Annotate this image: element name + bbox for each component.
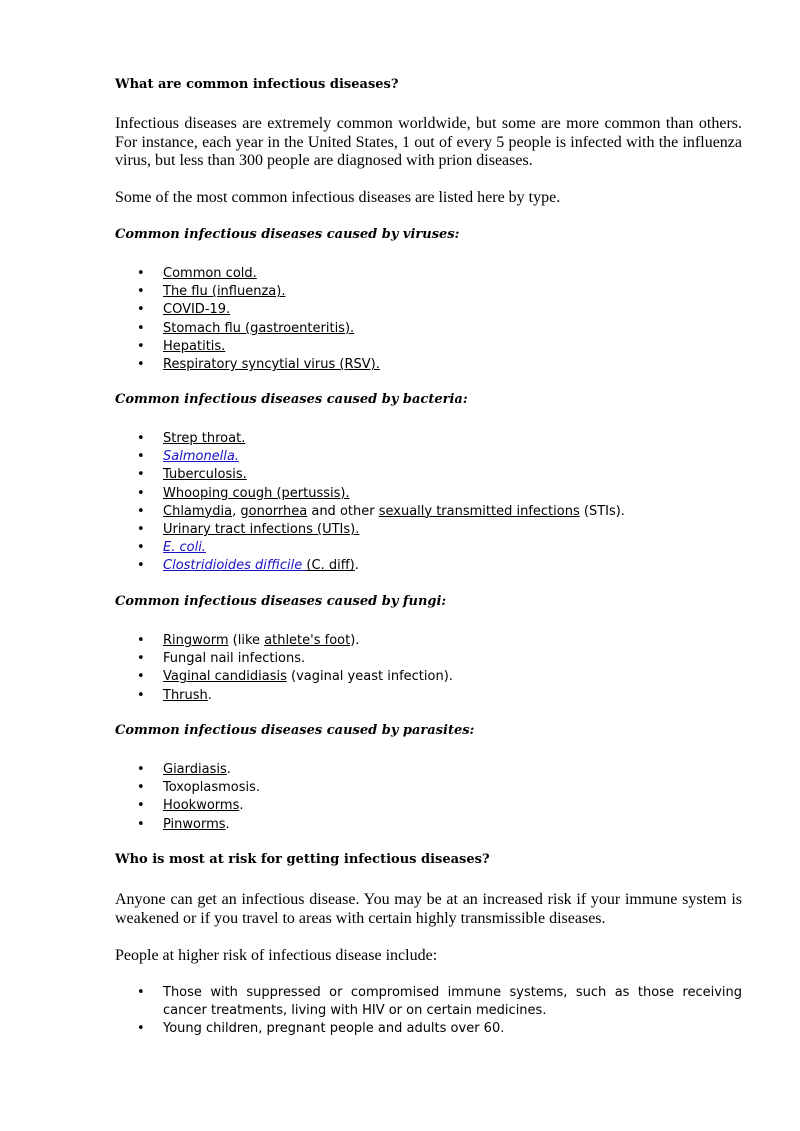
list-item [115,485,742,503]
chlamydia-link[interactable]: Chlamydia [163,503,233,519]
thrush-link[interactable]: Thrush [163,687,208,703]
period-text: . [354,558,359,574]
list-item [115,816,742,834]
list-item [115,557,742,575]
list-item [115,356,742,374]
list-item [115,503,742,521]
list-item [115,668,742,686]
heading-common-infectious-diseases: What are common infectious diseases? [115,77,399,92]
list-item [115,283,742,301]
list-item [115,779,742,797]
period-text: . [226,762,231,777]
giardiasis-link[interactable]: Giardiasis [163,762,227,777]
common-cold-link[interactable]: Common cold. [163,266,257,281]
strep-throat-link[interactable]: Strep throat. [163,431,246,446]
list-item [115,430,742,448]
athletes-foot-link[interactable]: athlete's foot [264,633,351,648]
heading-at-risk: Who is most at risk for getting infectious diseases? [115,852,490,867]
heading-viruses: Common infectious diseases caused by viruses: [115,227,460,242]
virus-list [115,265,742,374]
close-text: ). [350,633,360,648]
list-item [115,1020,742,1038]
covid-link[interactable]: COVID-19. [163,302,231,318]
like-text: (like [228,633,265,648]
cdiff-abbr-link[interactable]: (C. diff) [306,558,355,574]
hepatitis-link[interactable]: Hepatitis. [163,338,226,354]
period-text: . [239,798,244,814]
list-item [115,265,742,283]
risk-paragraph-2: People at higher risk of infectious disease include: [115,947,438,964]
list-item [115,984,742,1020]
toxoplasmosis-text: Toxoplasmosis. [163,780,261,796]
uti-link[interactable]: Urinary tract infections (UTIs). [163,522,360,538]
period-text: . [207,687,212,703]
list-item [115,466,742,484]
list-item [115,539,742,557]
comma-text: , [232,503,237,519]
heading-fungi: Common infectious diseases caused by fungi: [115,594,447,609]
list-item [115,797,742,815]
whooping-cough-link[interactable]: Whooping cough (pertussis). [163,485,350,501]
risk-paragraph: Anyone can get an infectious disease. You may be at an increased risk if your immune system is weakened or if you travel to areas with certain highly transmissible diseases. [115,891,742,927]
flu-link[interactable]: The flu (influenza). [163,284,286,300]
vaginal-candidiasis-link[interactable]: Vaginal candidiasis [163,669,287,685]
fungi-list [115,632,742,705]
tuberculosis-link[interactable]: Tuberculosis. [163,467,247,483]
list-item [115,521,742,539]
intro-paragraph-2: Some of the most common infectious diseases are listed here by type. [115,189,561,206]
list-item [115,448,742,466]
cdiff-link[interactable]: Clostridioides difficile [163,558,307,574]
bacteria-list [115,430,742,576]
risk-item-text: Young children, pregnant people and adults over 60. [163,1021,505,1037]
sti-link[interactable]: sexually transmitted infections [378,503,580,519]
list-item [115,338,742,356]
sti-tail-text: (STIs). [579,503,625,519]
hookworms-link[interactable]: Hookworms [163,798,240,814]
vaginal-tail-text: (vaginal yeast infection). [286,669,453,685]
gonorrhea-link[interactable]: gonorrhea [240,503,308,519]
list-item [115,687,742,705]
period-text: . [225,816,230,832]
salmonella-link[interactable]: Salmonella. [163,449,240,465]
stomach-flu-link[interactable]: Stomach flu (gastroenteritis). [163,320,355,336]
list-item [115,320,742,338]
heading-parasites: Common infectious diseases caused by parasites: [115,723,475,738]
risk-item-text: Those with suppressed or compromised immune systems, such as those receiving cancer treatments, living with HIV or on certain medicines. [163,985,742,1019]
and-other-text: and other [307,503,379,519]
parasites-list [115,761,742,834]
ecoli-link[interactable]: E. coli. [163,540,206,556]
pinworms-link[interactable]: Pinworms [163,816,226,832]
heading-bacteria: Common infectious diseases caused by bacteria: [115,392,468,407]
list-item [115,301,742,319]
fungal-nail-text: Fungal nail infections. [163,651,306,667]
ringworm-link[interactable]: Ringworm [163,633,229,648]
list-item [115,632,742,650]
list-item [115,650,742,668]
rsv-link[interactable]: Respiratory syncytial virus (RSV). [163,357,380,373]
intro-paragraph: Infectious diseases are extremely common worldwide, but some are more common than others. For instance, each year in the United States, 1 out of every 5 people is infected with the influenza virus, but less than 300 people are diagnosed with prion diseases. [115,115,742,169]
list-item [115,761,742,779]
risk-list [115,984,742,1039]
